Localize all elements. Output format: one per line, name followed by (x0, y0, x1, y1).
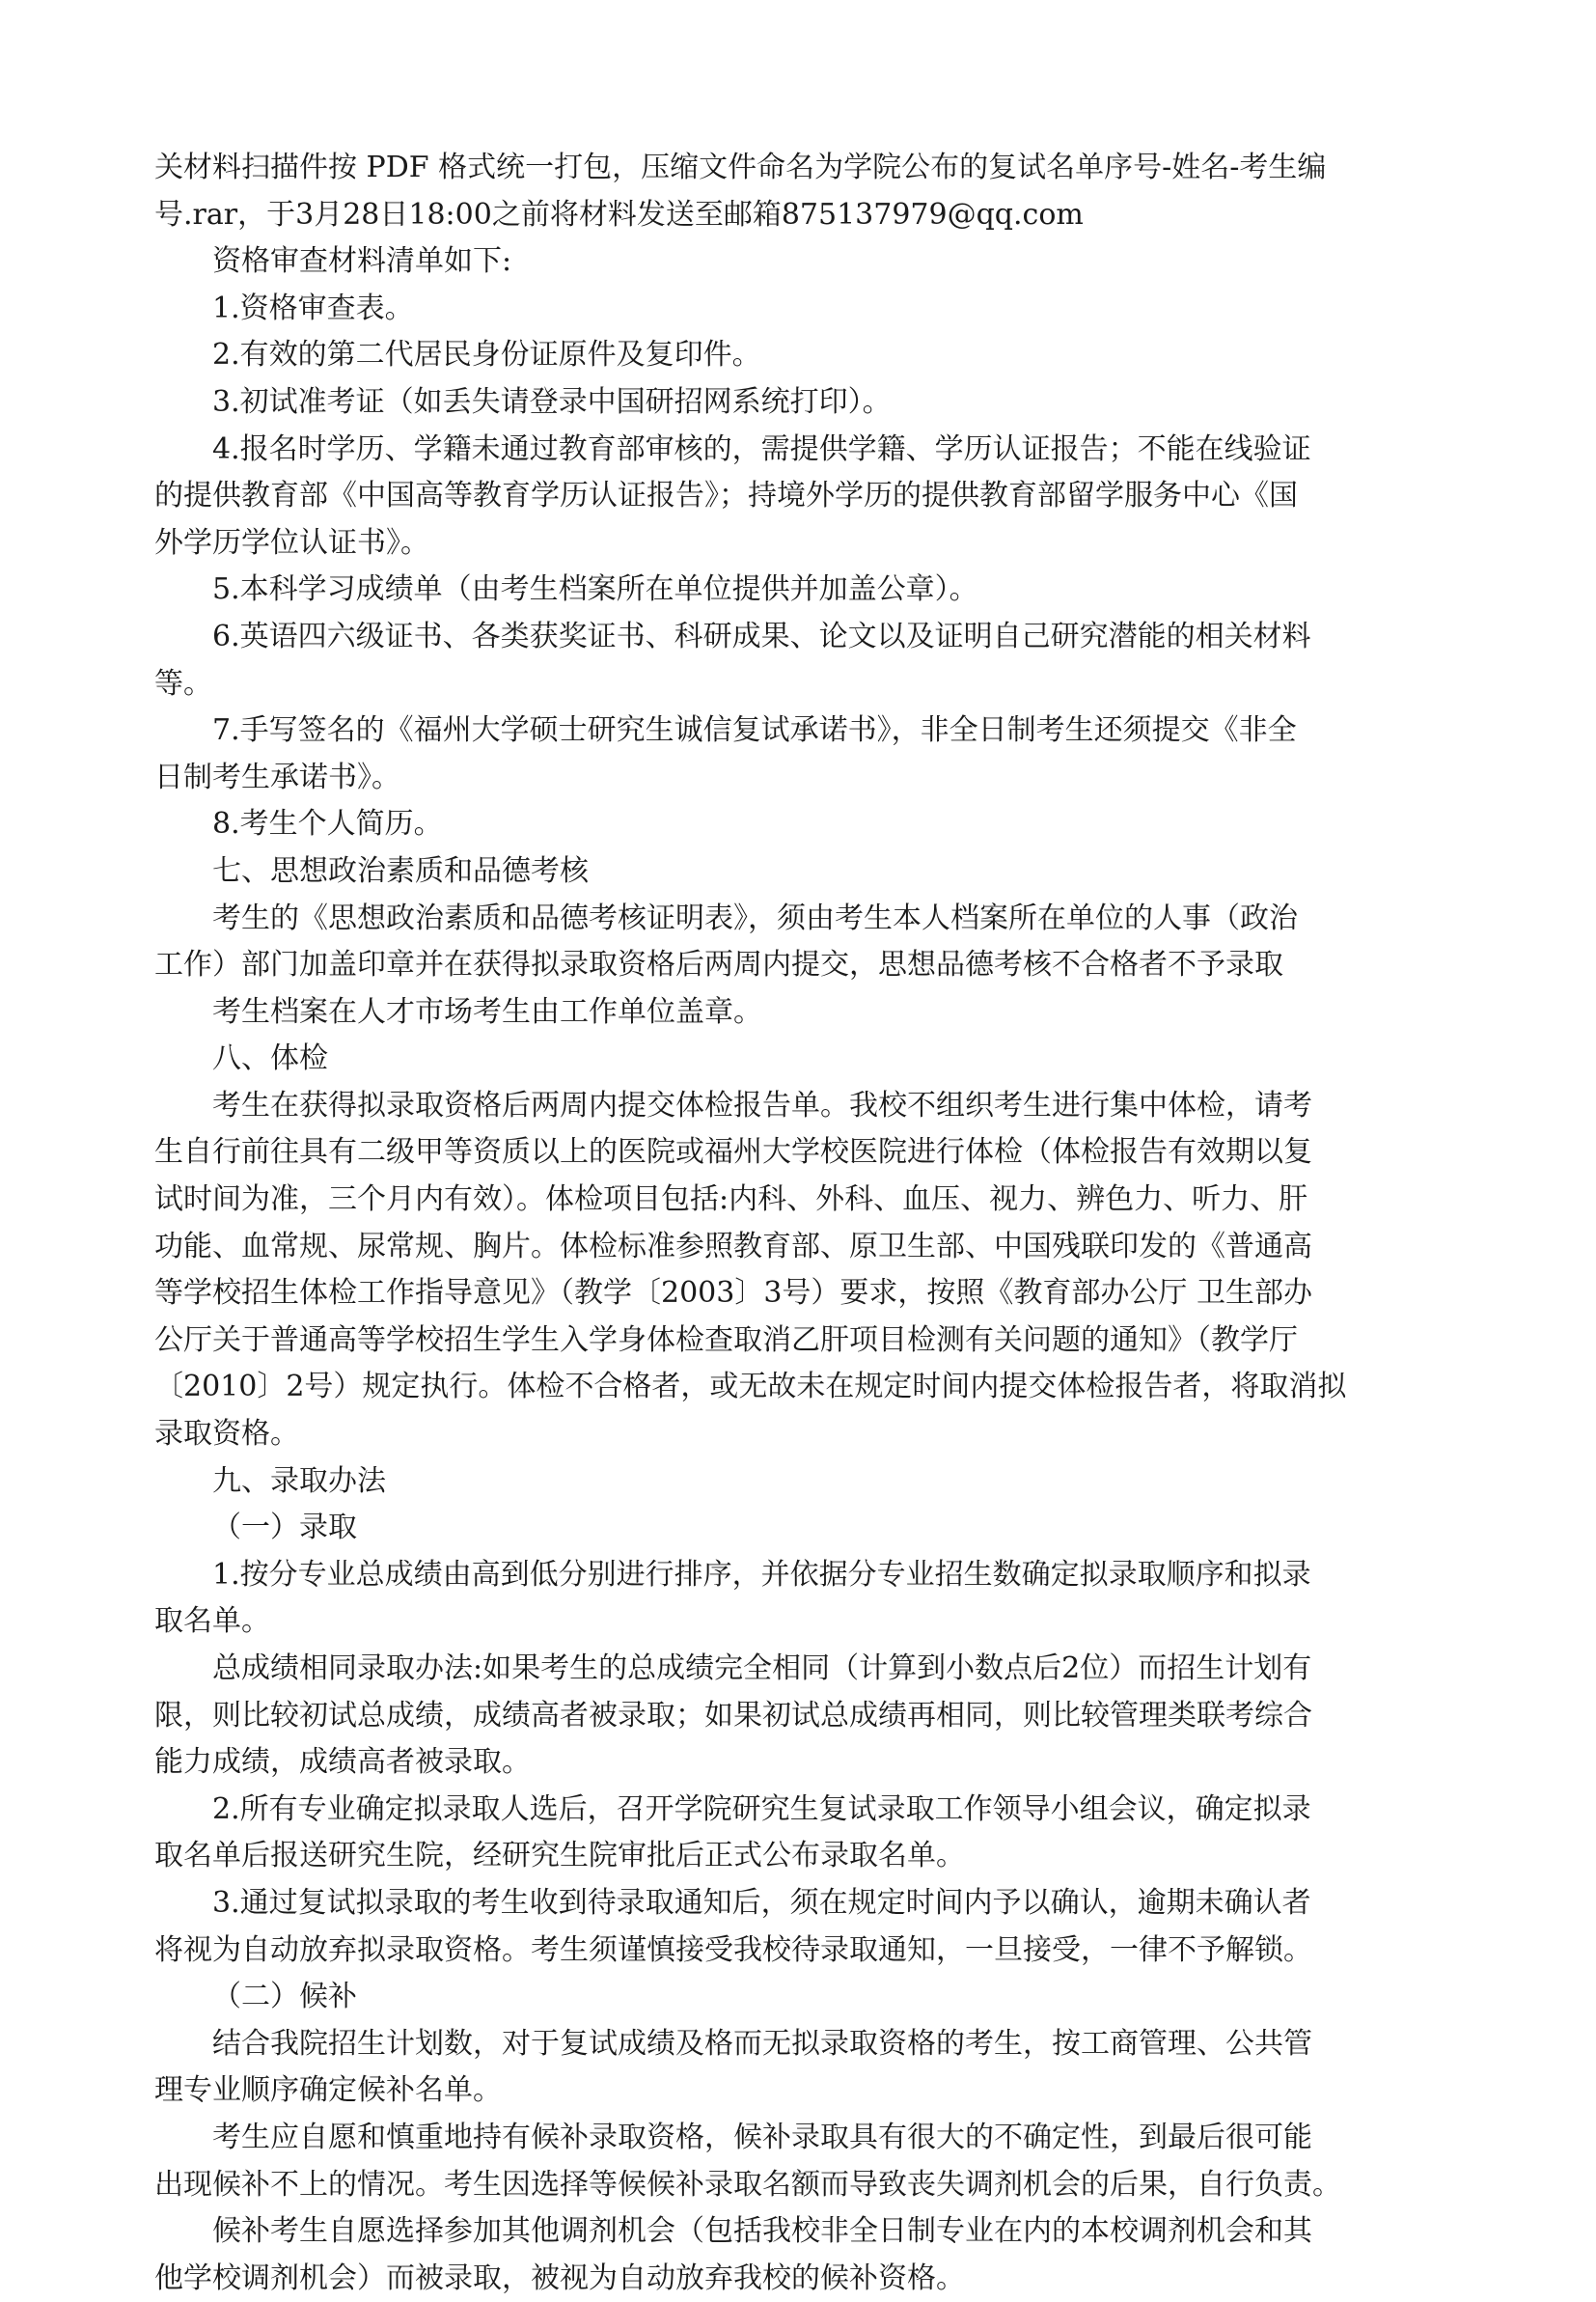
text-line: 候补考生自愿选择参加其他调剂机会（包括我校非全日制专业在内的本校调剂机会和其 (212, 2214, 1312, 2249)
text-line: 功能、血常规、尿常规、胸片。体检标准参照教育部、原卫生部、中国残联印发的《普通高 (154, 1229, 1312, 1263)
text-line: 1.按分专业总成绩由高到低分别进行排序，并依据分专业招生数确定拟录取顺序和拟录 (212, 1557, 1311, 1592)
text-line: 工作）部门加盖印章并在获得拟录取资格后两周内提交，思想品德考核不合格者不予录取 (154, 948, 1283, 983)
text-line: 结合我院招生计划数，对于复试成绩及格而无拟录取资格的考生，按工商管理、公共管 (212, 2026, 1312, 2061)
text-line: 录取资格。 (154, 1417, 299, 1452)
text-line: 关材料扫描件按 PDF 格式统一打包，压缩文件命名为学院公布的复试名单序号-姓名-考生编 (154, 151, 1327, 184)
text-line: 能力成绩，成绩高者被录取。 (154, 1745, 531, 1780)
text-line: 号.rar，于3月28日18:00之前将材料发送至邮箱875137979@qq.com (154, 197, 1084, 232)
text-line: 出现候补不上的情况。考生因选择等候候补录取名额而导致丧失调剂机会的后果，自行负责。 (154, 2167, 1341, 2202)
text-line: 总成绩相同录取办法:如果考生的总成绩完全相同（计算到小数点后2位）而招生计划有 (212, 1651, 1312, 1685)
text-line: 5.本科学习成绩单（由考生档案所在单位提供并加盖公章）。 (212, 572, 978, 607)
text-line: 2.所有专业确定拟录取人选后，召开学院研究生复试录取工作领导小组会议，确定拟录 (212, 1791, 1311, 1826)
text-line: 他学校调剂机会）而被录取，被视为自动放弃我校的候补资格。 (154, 2260, 965, 2295)
text-line: 考生在获得拟录取资格后两周内提交体检报告单。我校不组织考生进行集中体检，请考 (212, 1088, 1312, 1123)
text-line: 的提供教育部《中国高等教育学历认证报告》；持境外学历的提供教育部留学服务中心《国 (154, 479, 1298, 513)
text-line: 日制考生承诺书》。 (154, 760, 400, 794)
text-line: 等。 (154, 666, 212, 701)
text-line: 考生的《思想政治素质和品德考核证明表》，须由考生本人档案所在单位的人事（政治 (212, 901, 1298, 935)
text-line: 4.报名时学历、学籍未通过教育部审核的，需提供学籍、学历认证报告；不能在线验证 (212, 431, 1311, 466)
text-line: 〔2010〕2号）规定执行。体检不合格者，或无故未在规定时间内提交体检报告者，将取消拟 (154, 1370, 1347, 1404)
text-line: 九、录取办法 (212, 1463, 386, 1498)
text-line: 3.初试准考证（如丢失请登录中国研招网系统打印）。 (212, 384, 892, 419)
text-line: 考生档案在人才市场考生由工作单位盖章。 (212, 994, 762, 1029)
text-line: 理专业顺序确定候补名单。 (154, 2073, 502, 2108)
text-line: （二）候补 (212, 1980, 357, 2014)
document-page (154, 145, 1457, 2302)
text-line: 1.资格审查表。 (212, 291, 414, 325)
text-line: 外学历学位认证书》。 (154, 525, 429, 560)
text-line: 7.手写签名的《福州大学硕士研究生诚信复试承诺书》，非全日制考生还须提交《非全 (212, 713, 1297, 748)
text-line: 取名单。 (154, 1604, 270, 1639)
text-line: 公厅关于普通高等学校招生学生入学身体检查取消乙肝项目检测有关问题的通知》（教学厅 (154, 1322, 1298, 1357)
text-line: 将视为自动放弃拟录取资格。考生须谨慎接受我校待录取通知，一旦接受，一律不予解锁。 (154, 1932, 1312, 1967)
text-line: 资格审查材料清单如下: (212, 244, 512, 279)
text-line: 生自行前往具有二级甲等资质以上的医院或福州大学校医院进行体检（体检报告有效期以复 (154, 1135, 1312, 1170)
text-line: 6.英语四六级证书、各类获奖证书、科研成果、论文以及证明自己研究潜能的相关材料 (212, 619, 1311, 653)
text-line: 等学校招生体检工作指导意见》（教学〔2003〕3号）要求，按照《教育部办公厅 卫生部办 (154, 1276, 1312, 1311)
text-line: 八、体检 (212, 1041, 328, 1076)
text-line: 限，则比较初试总成绩，成绩高者被录取；如果初试总成绩再相同，则比较管理类联考综合 (154, 1698, 1312, 1733)
text-line: 考生应自愿和慎重地持有候补录取资格，候补录取具有很大的不确定性，到最后很可能 (212, 2120, 1312, 2154)
text-line: 2.有效的第二代居民身份证原件及复印件。 (212, 338, 761, 373)
text-line: 试时间为准，三个月内有效）。体检项目包括:内科、外科、血压、视力、辨色力、听力、肝 (154, 1182, 1308, 1217)
text-line: （一）录取 (212, 1511, 357, 1545)
text-line: 取名单后报送研究生院，经研究生院审批后正式公布录取名单。 (154, 1839, 965, 1873)
text-line: 3.通过复试拟录取的考生收到待录取通知后，须在规定时间内予以确认，逾期未确认者 (212, 1885, 1311, 1920)
text-line: 8.考生个人简历。 (212, 807, 443, 842)
text-line: 七、思想政治素质和品德考核 (212, 853, 589, 888)
